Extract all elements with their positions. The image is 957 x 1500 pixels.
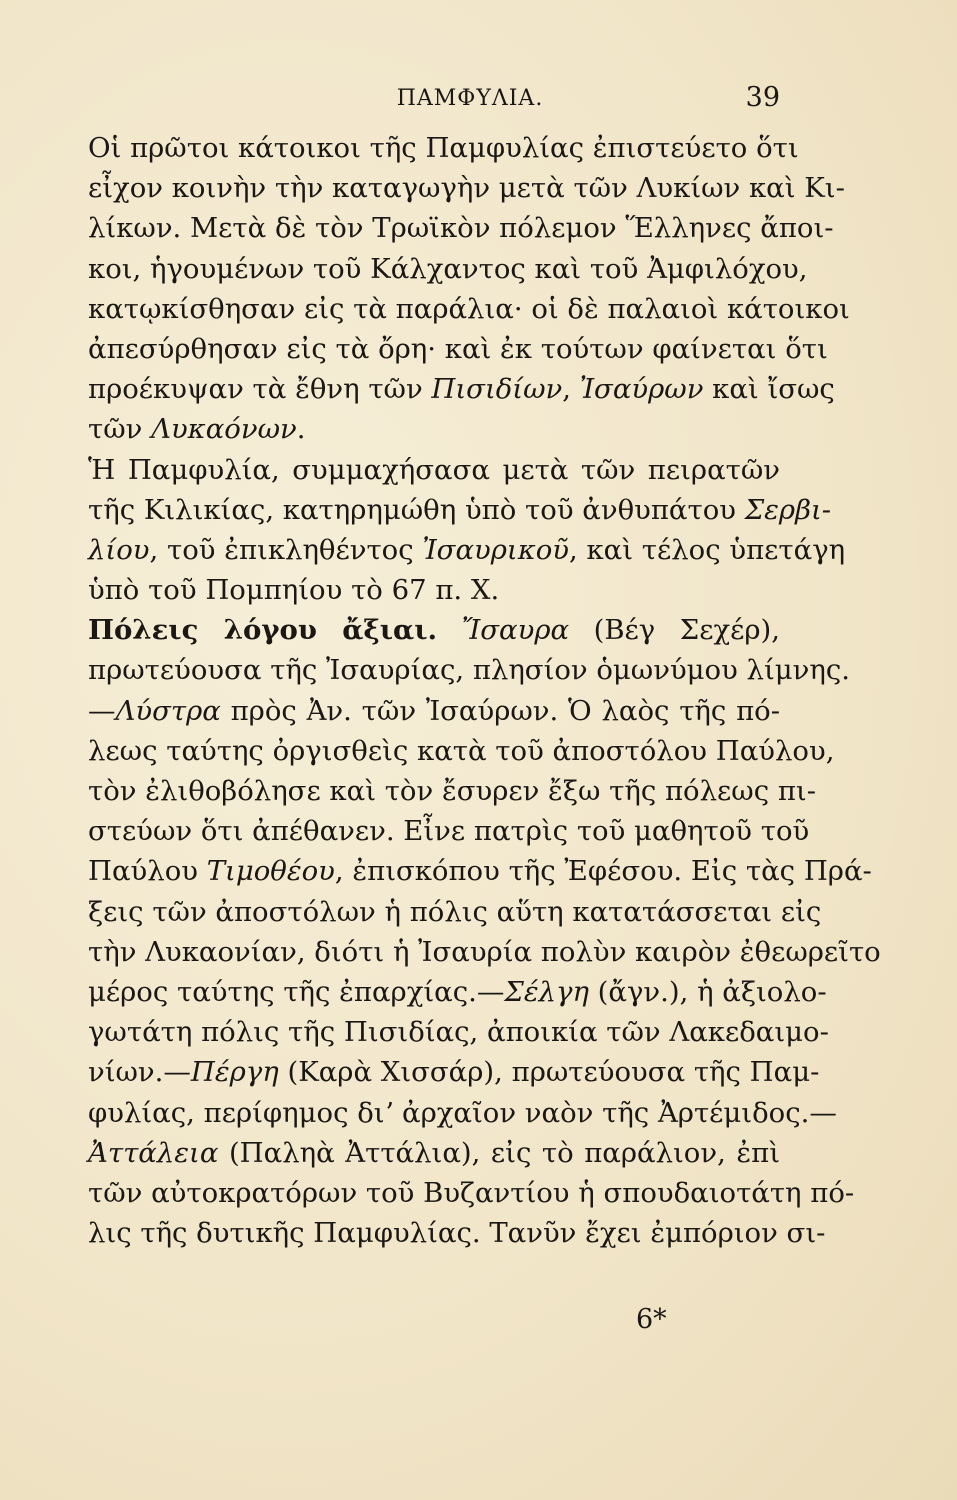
- text-run: (Καρὰ Χισσάρ), πρωτεύουσα τῆς Παμ-: [278, 1056, 820, 1089]
- text-line: [88, 1213, 826, 1253]
- text-line: [88, 128, 799, 168]
- text-run: προέκυψαν τὰ ἔθνη τῶν: [88, 373, 432, 406]
- italic-place-name: Πέργη: [190, 1056, 279, 1089]
- italic-place-name: Ἀττάλεια: [88, 1136, 219, 1169]
- text-run: [437, 614, 462, 646]
- text-run: γωτάτη πόλις τῆς Πισιδίας, ἀποικία τῶν Λακεδαιμο-: [88, 1016, 829, 1049]
- text-line: [88, 570, 780, 610]
- text-run: στεύων ὅτι ἀπέθανεν. Εἶνε πατρὶς τοῦ μαθητοῦ τοῦ: [88, 815, 810, 848]
- text-line: [88, 409, 780, 449]
- text-line: [88, 450, 780, 490]
- italic-place-name: Ἴσαυρα: [461, 614, 570, 647]
- text-line: [88, 932, 881, 972]
- text-line: [88, 289, 850, 329]
- italic-place-name: Τιμοθέου: [206, 855, 335, 888]
- text-line: [88, 530, 846, 570]
- text-run: τῶν αὐτοκρατόρων τοῦ Βυζαντίου ἡ σπουδαιοτάτη πό-: [88, 1176, 855, 1209]
- text-line: [88, 892, 822, 932]
- page-header: [90, 82, 780, 122]
- text-run: (ἄγν.), ἡ ἀξιολο-: [588, 975, 827, 1008]
- body-text: [88, 128, 881, 1253]
- text-line: [88, 811, 810, 851]
- text-line: [88, 851, 872, 891]
- italic-place-name: Λύστρα: [115, 694, 221, 727]
- text-run: ἀπεσύρθησαν εἰς τὰ ὄρη· καὶ ἐκ τούτων φαίνεται ὅτι: [88, 332, 828, 365]
- text-run: κατῳκίσθησαν εἰς τὰ παράλια· οἱ δὲ παλαιοὶ κάτοικοι: [88, 292, 850, 325]
- text-line: [88, 249, 808, 289]
- italic-place-name: Σερβι-: [744, 493, 832, 526]
- text-line: [88, 490, 832, 530]
- text-run: νίων.—: [88, 1056, 191, 1089]
- text-run: λεως ταύτης ὀργισθεὶς κατὰ τοῦ ἀποστόλου Παύλου,: [88, 734, 835, 767]
- bold-heading: Πόλεις λόγου ἄξιαι.: [88, 614, 438, 647]
- text-line: [88, 972, 827, 1012]
- text-run: καὶ ἴσως: [703, 373, 835, 406]
- text-run: Παύλου: [88, 855, 207, 888]
- text-run: —: [88, 694, 116, 727]
- text-run: .: [296, 413, 306, 446]
- text-run: (Παληὰ Ἀττάλια), εἰς τὸ παράλιον, ἐπὶ: [218, 1136, 780, 1169]
- text-line: [88, 369, 835, 409]
- text-run: εἶχον κοινὴν τὴν καταγωγὴν μετὰ τῶν Λυκίων καὶ Κι-: [88, 172, 845, 205]
- text-run: πρωτεύουσα τῆς Ἰσαυρίας, πλησίον ὁμωνύμου λίμνης.: [88, 654, 850, 687]
- text-run: τὴν Λυκαονίαν, διότι ἡ Ἰσαυρία πολὺν καιρὸν ἐθεωρεῖτο: [88, 935, 881, 968]
- text-line: [88, 650, 850, 690]
- text-run: κοι, ἡγουμένων τοῦ Κάλχαντος καὶ τοῦ Ἀμφιλόχου,: [88, 252, 808, 285]
- page-number: 39: [745, 82, 780, 113]
- text-line: [88, 168, 845, 208]
- italic-place-name: Ἰσαύρων: [579, 373, 704, 406]
- text-line: [88, 691, 780, 731]
- text-line: [88, 1012, 829, 1052]
- text-run: ὑπὸ τοῦ Πομπηίου τὸ 67 π. Χ.: [88, 574, 500, 607]
- italic-place-name: λίου: [88, 533, 150, 566]
- text-run: , ἐπισκόπου τῆς Ἐφέσου. Εἰς τὰς Πρά-: [334, 855, 872, 888]
- italic-place-name: Πισιδίων: [431, 373, 563, 406]
- text-run: λίκων. Μετὰ δὲ τὸν Τρωϊκὸν πόλεμον Ἕλληνες ἄποι-: [88, 212, 834, 245]
- text-run: τῆς Κιλικίας, κατηρημώθη ὑπὸ τοῦ ἀνθυπάτου: [88, 493, 745, 526]
- text-line: [88, 731, 835, 771]
- text-run: Ἡ Παμφυλία, συμμαχήσασα μετὰ τῶν πειρατῶν: [88, 453, 780, 486]
- text-run: πρὸς Ἀν. τῶν Ἰσαύρων. Ὁ λαὸς τῆς πό-: [220, 694, 780, 727]
- text-run: , τοῦ ἐπικληθέντος: [149, 533, 423, 566]
- italic-place-name: Ἰσαυρικοῦ: [422, 533, 570, 566]
- text-line: [88, 1093, 837, 1133]
- text-run: λις τῆς δυτικῆς Παμφυλίας. Τανῦν ἔχει ἐμπόριον σι-: [88, 1217, 826, 1250]
- text-run: , καὶ τέλος ὑπετάγη: [569, 533, 846, 566]
- text-run: μέρος ταύτης τῆς ἐπαρχίας.—: [88, 975, 505, 1008]
- text-line: [88, 1173, 855, 1213]
- signature-mark: 6*: [636, 1304, 667, 1335]
- italic-place-name: Σέλγη: [504, 975, 589, 1008]
- text-line: [88, 610, 780, 650]
- running-title: ΠΑΜΦΥΛΙΑ.: [396, 86, 544, 111]
- text-line: [88, 771, 816, 811]
- italic-place-name: Λυκαόνων: [151, 413, 297, 446]
- text-line: [88, 208, 834, 248]
- text-run: τὸν ἐλιθοβόλησε καὶ τὸν ἔσυρεν ἔξω τῆς πόλεως πι-: [88, 775, 816, 807]
- text-run: (Βέγ Σεχέρ),: [569, 614, 780, 647]
- text-run: ξεις τῶν ἀποστόλων ἡ πόλις αὕτη κατατάσσεται εἰς: [88, 895, 822, 928]
- text-run: τῶν: [88, 413, 152, 446]
- text-run: Οἱ πρῶτοι κάτοικοι τῆς Παμφυλίας ἐπιστεύετο ὅτι: [88, 132, 799, 164]
- text-line: [88, 329, 828, 369]
- text-line: [88, 1052, 820, 1092]
- text-run: ,: [562, 373, 580, 406]
- text-run: φυλίας, περίφημος διʼ ἀρχαῖον ναὸν τῆς Ἀρτέμιδος.—: [88, 1096, 837, 1129]
- text-line: [88, 1133, 780, 1173]
